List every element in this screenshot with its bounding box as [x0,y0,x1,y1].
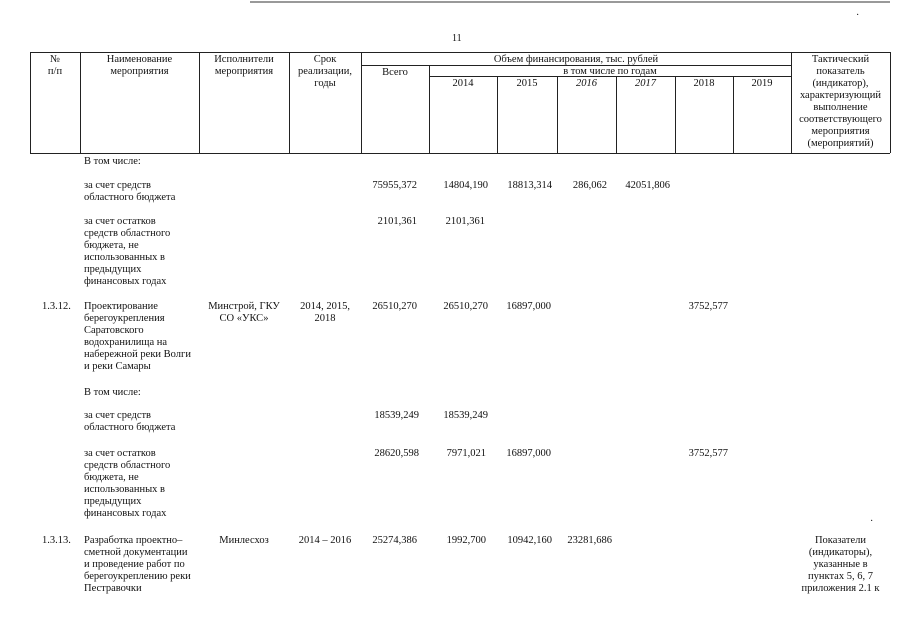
header-name: Наименование мероприятия [106,54,173,77]
page-number: 11 [452,33,462,44]
row-label: за счет средств областного бюджета [84,410,176,433]
cell-total: 28620,598 [374,448,419,459]
cell-executors: Минстрой, ГКУ СО «УКС» [208,301,280,324]
cell-total: 26510,270 [372,301,417,312]
grid-line [30,153,890,154]
row-label: за счет остатков средств областного бюджета, не использованных в предыдущих финансовых годах [84,448,171,519]
grid-line [890,52,891,153]
cell-2014: 1992,700 [446,535,486,546]
cell-2015: 16897,000 [506,448,551,459]
cell-2016: 23281,686 [567,535,612,546]
header-year: 2017 [635,78,656,89]
cell-2015: 16897,000 [506,301,551,312]
cell-2015: 10942,160 [507,535,552,546]
row-label: за счет средств областного бюджета [84,180,176,203]
header-num: № п/п [47,54,63,77]
top-border-line [250,1,890,3]
row-label: В том числе: [84,156,141,167]
grid-line [30,52,890,53]
header-indicator: Тактический показатель (индикатор), характеризующий выполнение соответствующего мероприятия (мероприятий) [799,54,882,149]
cell-period: 2014 – 2016 [298,535,352,546]
cell-2015: 18813,314 [507,180,552,191]
cell-2014: 2101,361 [445,216,485,227]
header-including-years: в том числе по годам [563,66,657,77]
header-year: 2016 [576,78,597,89]
row-number: 1.3.12. [42,301,71,312]
cell-total: 25274,386 [372,535,417,546]
cell-2014: 26510,270 [443,301,488,312]
header-period: Срок реализации, годы [298,54,352,89]
cell-2017: 42051,806 [625,180,670,191]
scan-speck: · [856,10,860,21]
scan-speck: · [870,516,874,527]
row-number: 1.3.13. [42,535,71,546]
cell-2014: 18539,249 [443,410,488,421]
cell-2014: 14804,190 [443,180,488,191]
cell-total: 2101,361 [377,216,417,227]
cell-total: 18539,249 [374,410,419,421]
row-label: Разработка проектно– сметной документации и проведение работ по берегоукреплению реки Пестравочки [84,535,191,594]
cell-executors: Минлесхоз [219,535,269,546]
header-executors: Исполнители мероприятия [214,54,274,77]
header-year: 2019 [751,78,773,89]
header-total: Всего [382,67,408,78]
header-financing: Объем финансирования, тыс. рублей [493,54,659,65]
row-label: Проектирование берегоукрепления Саратовского водохранилища на набережной реки Волги и реки Самары [84,301,191,372]
cell-2018: 3752,577 [688,301,728,312]
header-year: 2018 [693,78,715,89]
cell-period: 2014, 2015, 2018 [300,301,350,324]
cell-indicator: Показатели (индикаторы), указанные в пунктах 5, 6, 7 приложения 2.1 к [801,535,880,594]
header-year: 2015 [516,78,538,89]
cell-total: 75955,372 [372,180,417,191]
row-label: за счет остатков средств областного бюджета, не использованных в предыдущих финансовых годах [84,216,171,287]
header-year: 2014 [452,78,474,89]
cell-2018: 3752,577 [688,448,728,459]
cell-2016: 286,062 [572,180,607,191]
row-label: В том числе: [84,387,141,398]
cell-2014: 7971,021 [446,448,486,459]
